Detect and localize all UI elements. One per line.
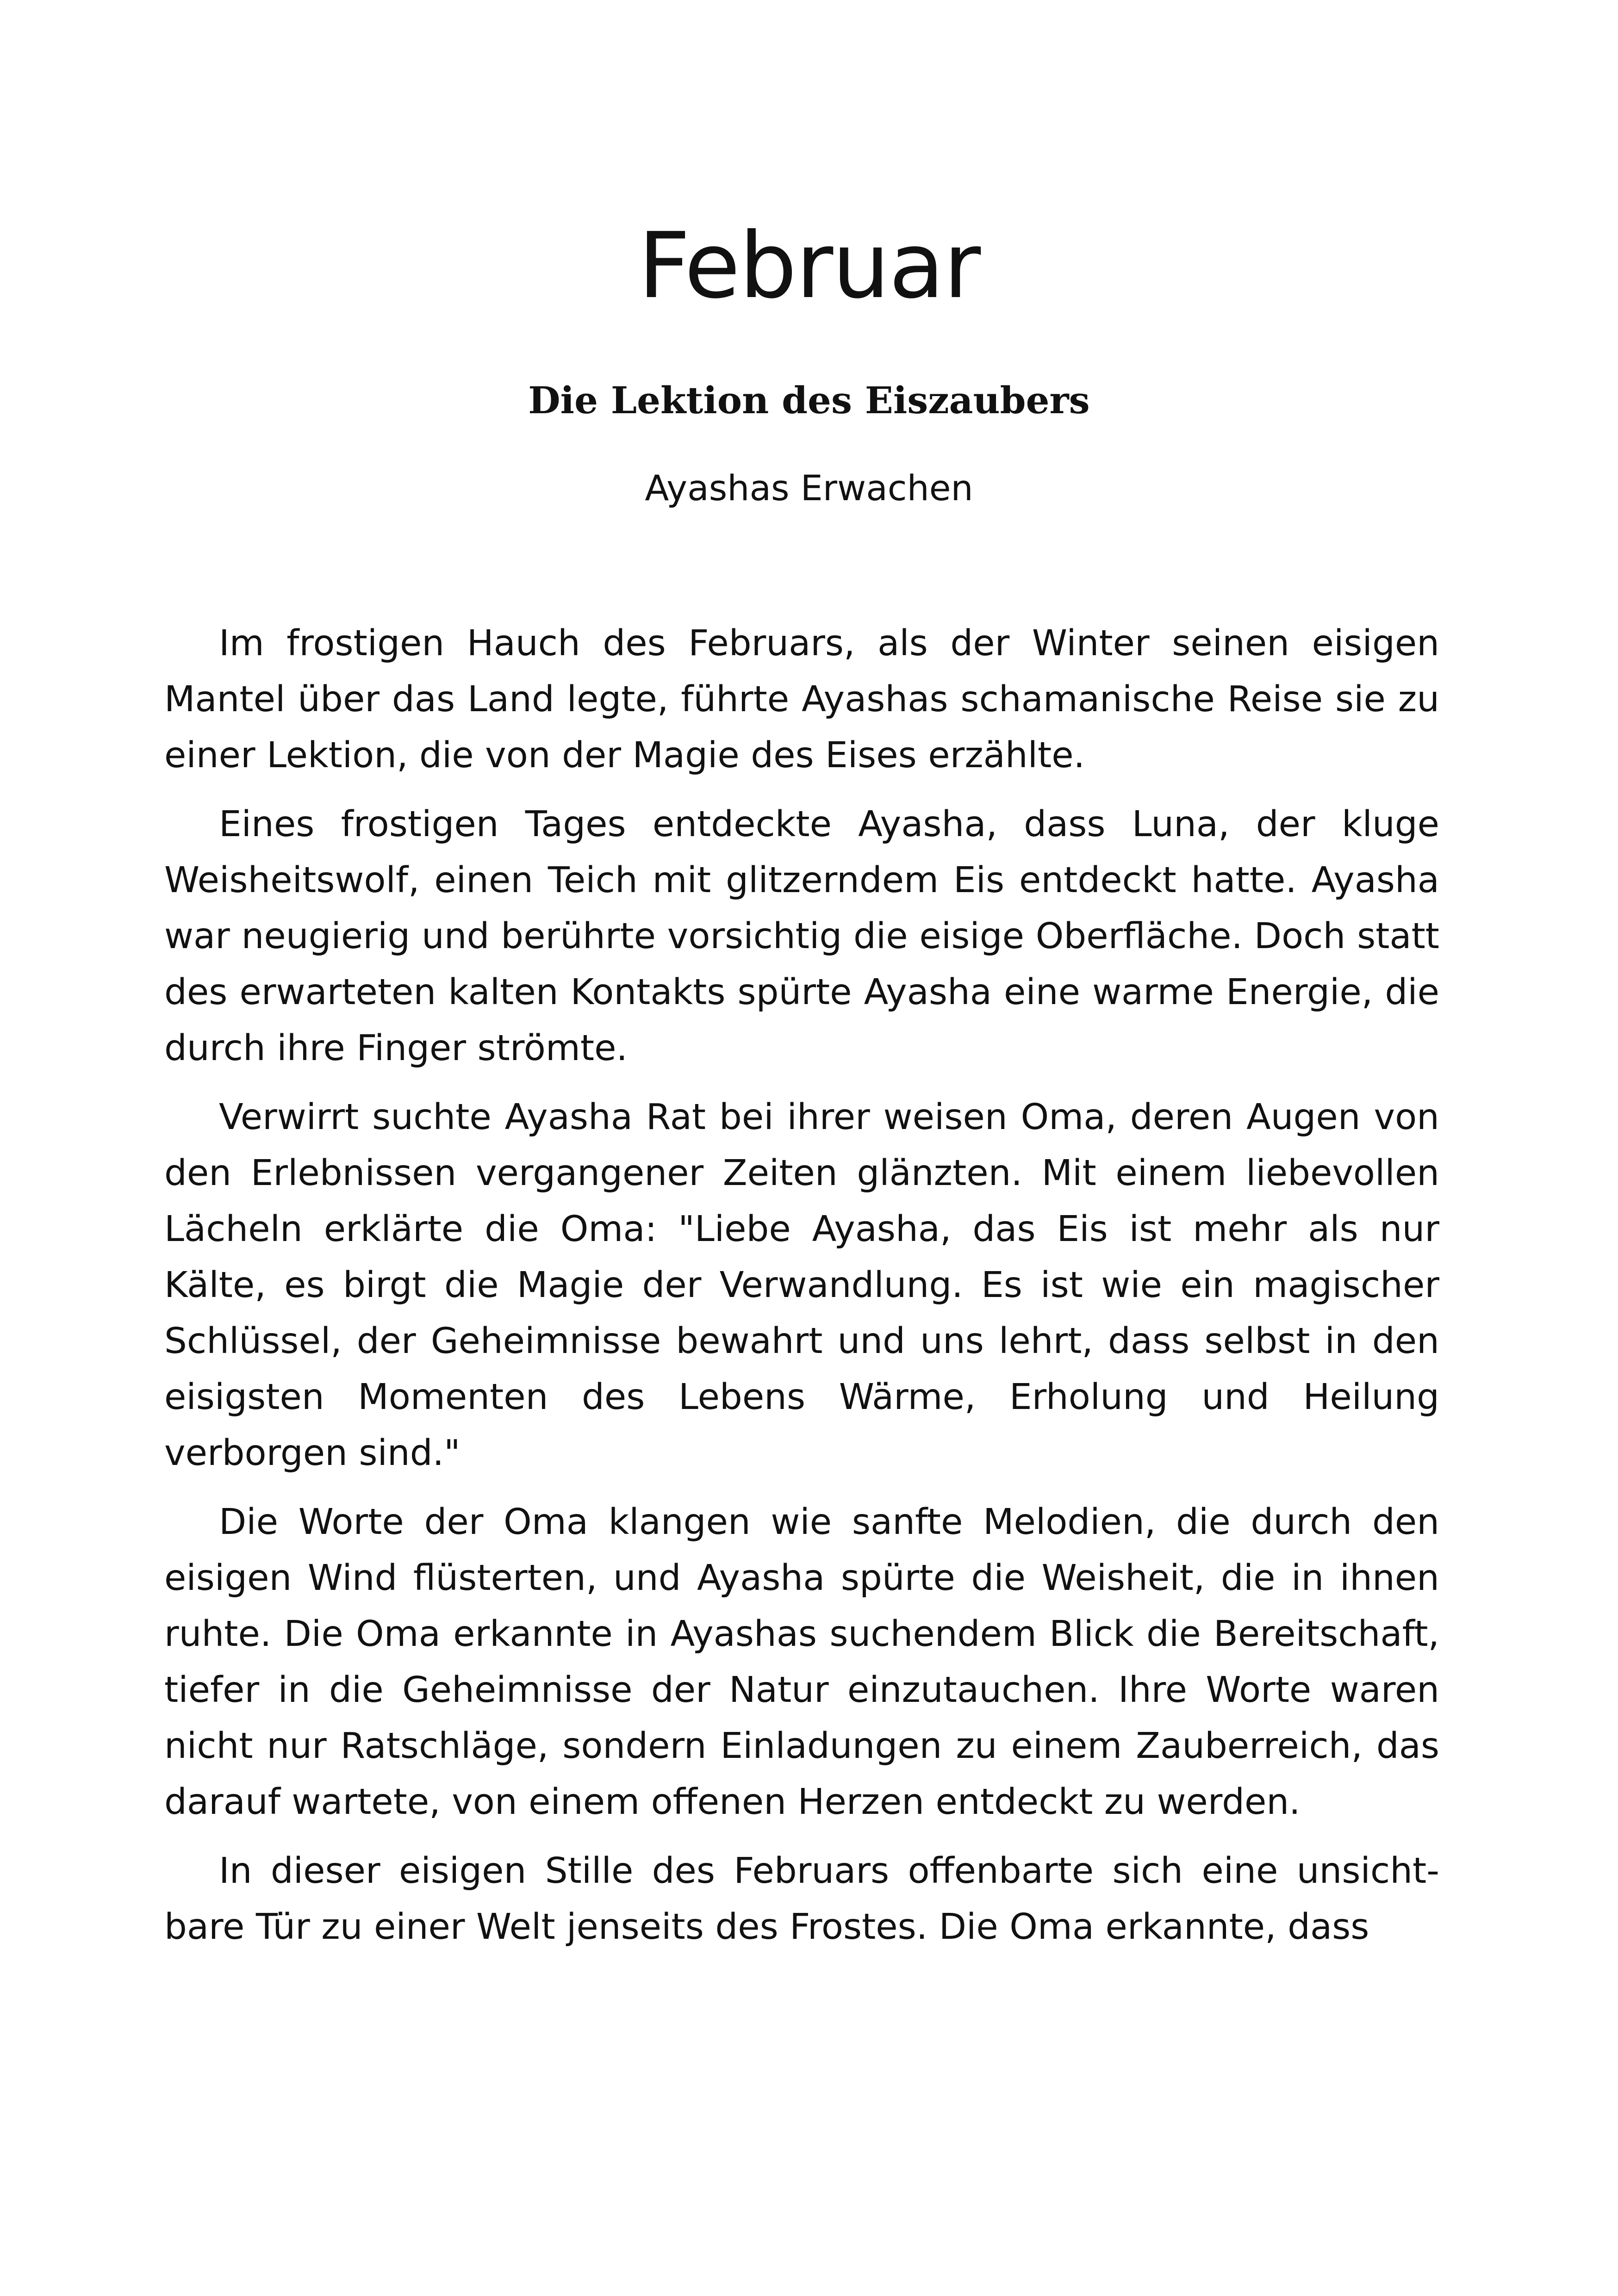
body-text [164, 615, 1439, 1968]
chapter-title: Februar [638, 213, 980, 319]
section-heading: Ayashas Erwachen [645, 467, 973, 509]
paragraph: Die Worte der Oma klangen wie sanfte Melodien, die durch den eisigen Wind flüsterten, und Ayasha spürte die Weisheit, die in ihnen ruhte. Die Oma erkannte in Ayashas suchendem Blick die Bereitschaft, tiefer in die Geheimnisse der Natur einzutauchen. Ihre Worte waren nicht nur Ratschläge, sondern Einladungen zu einem Zauberreich, das darauf wartete, von einem offenen Herzen entdeckt zu werden. [164, 1502, 1439, 1823]
paragraph: In dieser eisigen Stille des Februars offenbarte sich eine unsichtbare Tür zu einer Welt jenseits des Frostes. Die Oma erkannte, dass [164, 1850, 1439, 1948]
chapter-subtitle: Die Lektion des Eiszaubers [528, 379, 1090, 422]
paragraph: Eines frostigen Tages entdeckte Ayasha, dass Luna, der kluge Weisheitswolf, einen Teich mit glitzerndem Eis entdeckt hatte. Ayasha war neugierig und berührte vorsichtig die eisige Oberfläche. Doch statt des erwarteten kalten Kontakts spürte Ayasha eine warme Energie, die durch ihre Finger strömte. [164, 804, 1439, 1069]
paragraph: Im frostigen Hauch des Februars, als der Winter seinen eisigen Mantel über das Land legte, führte Ayashas schamanische Reise sie zu einer Lektion, die von der Magie des Eises erzählte. [164, 623, 1439, 776]
paragraph: Verwirrt suchte Ayasha Rat bei ihrer weisen Oma, deren Augen von den Erlebnissen vergangener Zeiten glänzten. Mit einem liebevollen Lächeln erklärte die Oma: "Liebe Ayasha, das Eis ist mehr als nur Kälte, es birgt die Magie der Verwandlung. Es ist wie ein magischer Schlüssel, der Geheimnisse bewahrt und uns lehrt, dass selbst in den eisigsten Momenten des Lebens Wärme, Erholung und Heilung verborgen sind." [164, 1097, 1439, 1474]
